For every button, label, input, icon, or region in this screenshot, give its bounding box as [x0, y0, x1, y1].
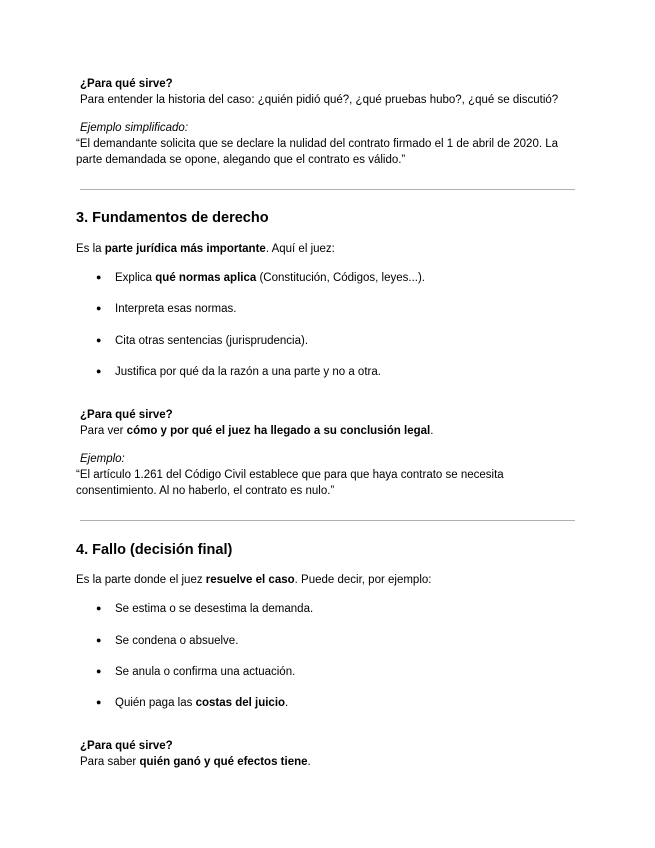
bullet-icon: ●	[96, 603, 102, 613]
section-intro: Es la parte jurídica más importante. Aquí el juez:	[76, 243, 335, 255]
example-text-line-1: “El artículo 1.261 del Código Civil establece que para que haya contrato se necesita	[76, 469, 504, 481]
list-item: ● Se condena o absuelve.	[96, 635, 239, 647]
bullet-icon: ●	[96, 335, 102, 345]
example-label: Ejemplo simplificado:	[80, 122, 189, 134]
bullet-icon: ●	[96, 272, 102, 282]
list-item: ● Cita otras sentencias (jurisprudencia).	[96, 335, 309, 347]
list-item: ● Interpreta esas normas.	[96, 303, 237, 315]
bullet-icon: ●	[96, 666, 102, 676]
list-item: ● Se anula o confirma una actuación.	[96, 666, 296, 678]
purpose-title: ¿Para qué sirve?	[80, 740, 173, 752]
section-divider	[80, 520, 575, 521]
list-item: ● Se estima o se desestima la demanda.	[96, 603, 314, 615]
purpose-title: ¿Para qué sirve?	[80, 78, 173, 90]
example-text-line-2: consentimiento. Al no haberlo, el contrato es nulo.”	[76, 485, 335, 497]
purpose-text: Para saber quién ganó y qué efectos tiene.	[80, 756, 311, 768]
example-text-line-1: “El demandante solicita que se declare la nulidad del contrato firmado el 1 de abril de 2020. La	[76, 138, 559, 150]
example-text-line-2: parte demandada se opone, alegando que el contrato es válido.”	[76, 154, 406, 166]
example-label: Ejemplo:	[80, 453, 125, 465]
purpose-text: Para entender la historia del caso: ¿quién pidió qué?, ¿qué pruebas hubo?, ¿qué se discutió?	[80, 94, 559, 106]
bullet-icon: ●	[96, 635, 102, 645]
section-heading: 4. Fallo (decisión final)	[76, 542, 233, 558]
bullet-icon: ●	[96, 366, 102, 376]
list-item: ● Explica qué normas aplica (Constitución, Códigos, leyes...).	[96, 272, 426, 284]
list-item: ● Quién paga las costas del juicio.	[96, 697, 289, 709]
bullet-icon: ●	[96, 303, 102, 313]
section-heading: 3. Fundamentos de derecho	[76, 210, 269, 226]
section-divider	[80, 189, 575, 190]
section-intro: Es la parte donde el juez resuelve el caso. Puede decir, por ejemplo:	[76, 574, 432, 586]
bullet-icon: ●	[96, 697, 102, 707]
purpose-title: ¿Para qué sirve?	[80, 409, 173, 421]
list-item: ● Justifica por qué da la razón a una parte y no a otra.	[96, 366, 381, 378]
purpose-text: Para ver cómo y por qué el juez ha llegado a su conclusión legal.	[80, 425, 434, 437]
